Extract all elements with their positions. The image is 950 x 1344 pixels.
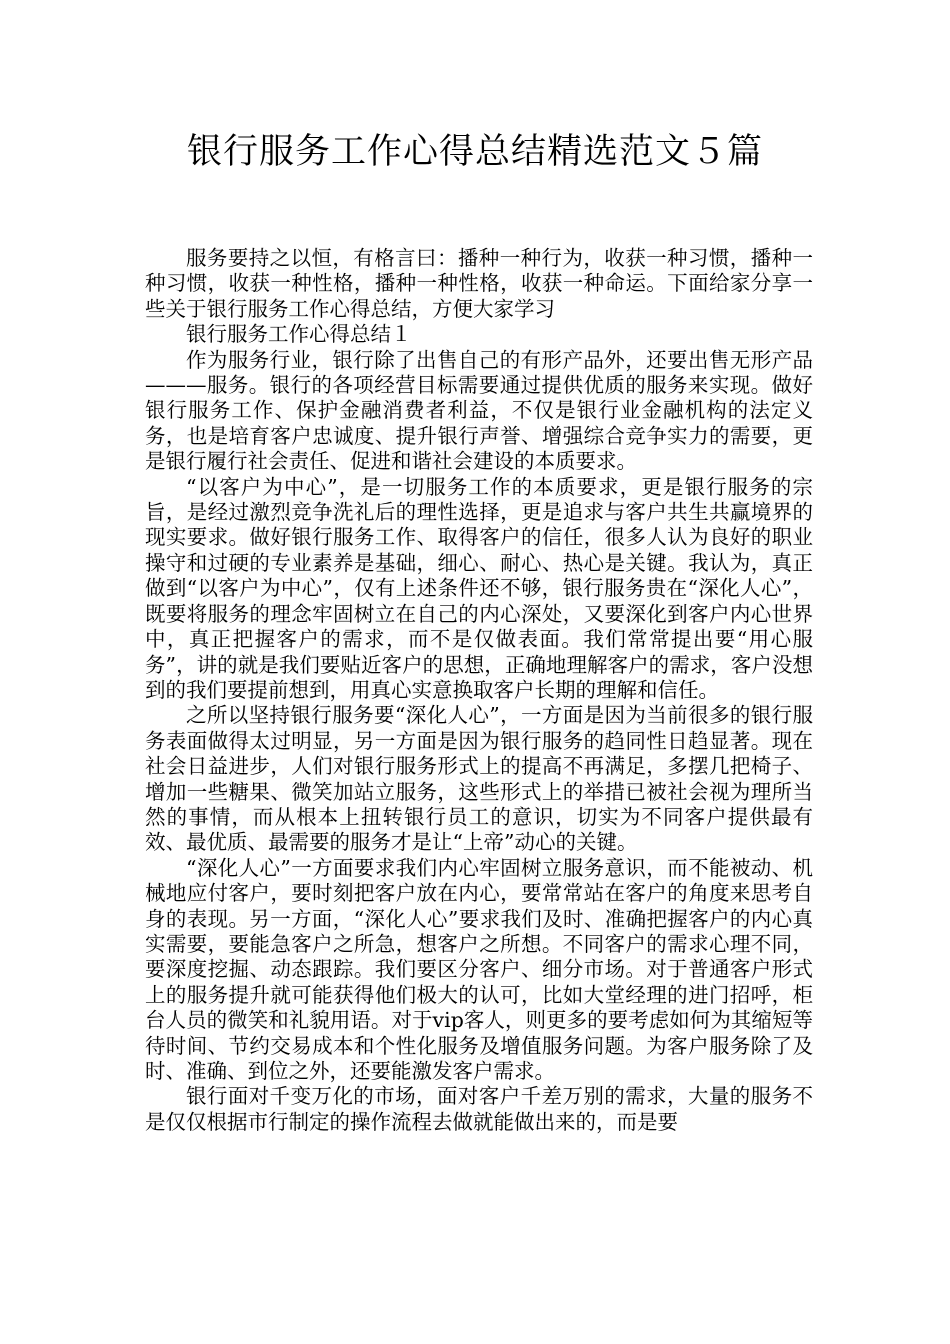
document-body — [145, 246, 813, 1135]
intro-paragraph: 服务要持之以恒，有格言曰：播种一种行为，收获一种习惯，播种一种习惯，收获一种性格，播种一种性格，收获一种命运。下面给家分享一些关于银行服务工作心得总结，方便大家学习 — [145, 246, 813, 321]
body-paragraph: 之所以坚持银行服务要“深化人心”，一方面是因为当前很多的银行服务表面做得太过明显，另一方面是因为银行服务的趋同性日趋显著。现在社会日益进步，人们对银行服务形式上的提高不再满足，多摆几把椅子、增加一些糖果、微笑加站立服务，这些形式上的举措已被社会视为理所当然的事情，而从根本上扭转银行员工的意识，切实为不同客户提供最有效、最优质、最需要的服务才是让“上帝”动心的关键。 — [145, 703, 813, 855]
body-paragraph: 作为服务行业，银行除了出售自己的有形产品外，还要出售无形产品———服务。银行的各项经营目标需要通过提供优质的服务来实现。做好银行服务工作、保护金融消费者利益，不仅是银行业金融机构的法定义务，也是培育客户忠诚度、提升银行声誉、增强综合竞争实力的需要，更是银行履行社会责任、促进和谐社会建设的本质要求。 — [145, 347, 813, 474]
section-heading: 银行服务工作心得总结１ — [186, 322, 412, 347]
document-title: 银行服务工作心得总结精选范文５篇 — [186, 132, 763, 172]
body-paragraph: 银行面对千变万化的市场，面对客户千差万别的需求，大量的服务不是仅仅根据市行制定的操作流程去做就能做出来的，而是要 — [145, 1084, 813, 1134]
body-paragraph: “深化人心”一方面要求我们内心牢固树立服务意识，而不能被动、机械地应付客户，要时刻把客户放在内心，要常常站在客户的角度来思考自身的表现。另一方面，“深化人心”要求我们及时、准确把握客户的内心真实需要，要能急客户之所急，想客户之所想。不同客户的需求心理不同，要深度挖掘、动态跟踪。我们要区分客户、细分市场。对于普通客户形式上的服务提升就可能获得他们极大的认可，比如大堂经理的进门招呼，柜台人员的微笑和礼貌用语。对于vip客人，则更多的要考虑如何为其缩短等待时间、节约交易成本和个性化服务及增值服务问题。为客户服务除了及时、准确、到位之外，还要能激发客户需求。 — [145, 855, 813, 1083]
body-paragraph: “以客户为中心”，是一切服务工作的本质要求，更是银行服务的宗旨，是经过激烈竞争洗礼后的理性选择，更是追求与客户共生共赢境界的现实要求。做好银行服务工作、取得客户的信任，很多人认为良好的职业操守和过硬的专业素养是基础，细心、耐心、热心是关键。我认为，真正做到“以客户为中心”，仅有上述条件还不够，银行服务贵在“深化人心”，既要将服务的理念牢固树立在自己的内心深处，又要深化到客户内心世界中，真正把握客户的需求，而不是仅做表面。我们常常提出要“用心服务”，讲的就是我们要贴近客户的思想，正确地理解客户的需求，客户没想到的我们要提前想到，用真心实意换取客户长期的理解和信任。 — [145, 474, 813, 702]
